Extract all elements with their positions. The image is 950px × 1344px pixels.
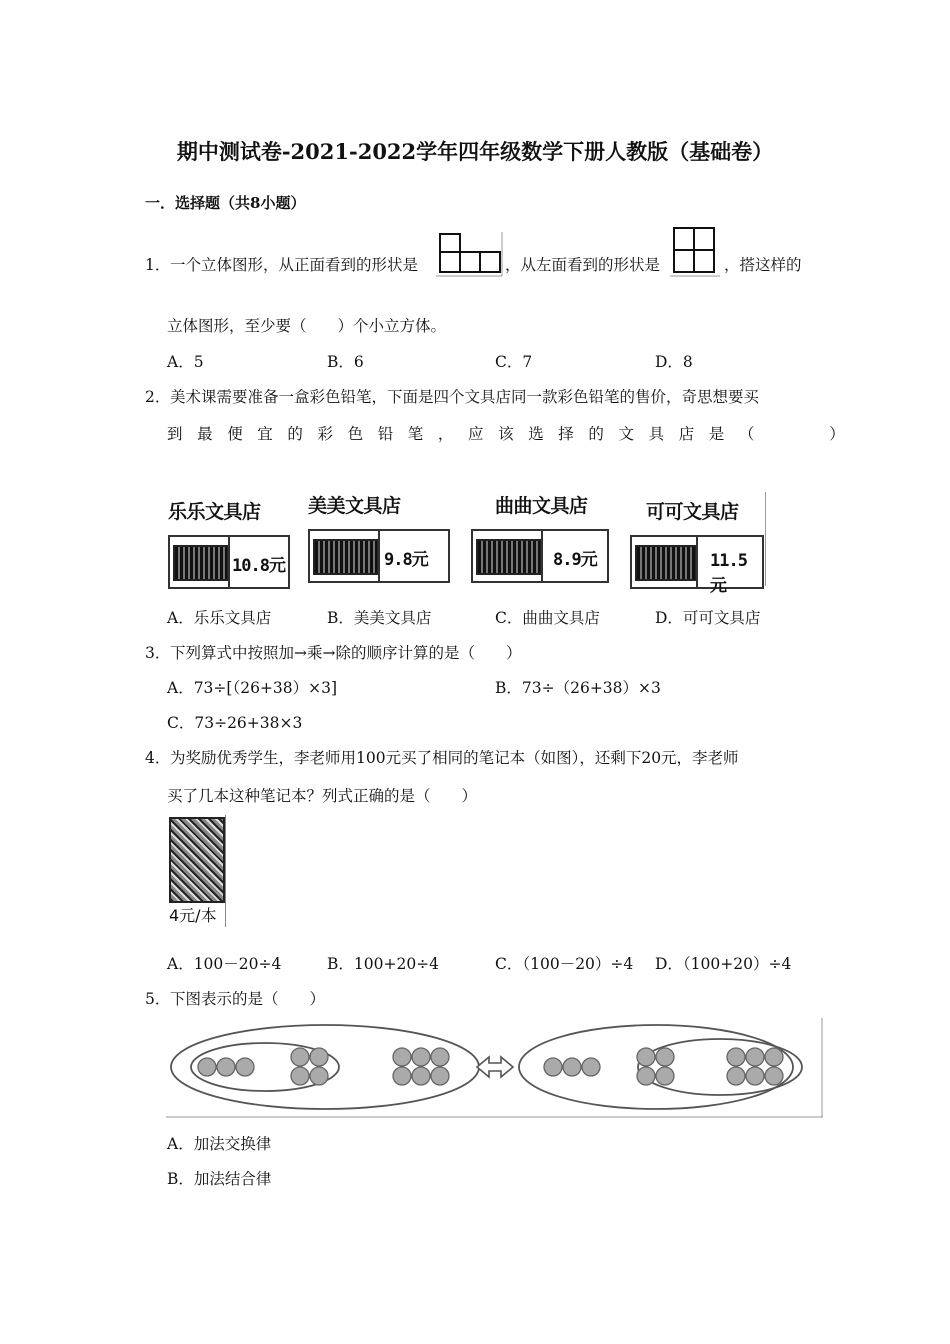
q2-option-a: A．乐乐文具店 — [167, 609, 272, 627]
shop-card — [168, 497, 290, 593]
figure-border — [765, 492, 766, 586]
q3-option-b: B．73÷（26+38）×3 — [495, 679, 661, 697]
q4-line2: 买了几本这种笔记本？列式正确的是（ ） — [167, 787, 478, 805]
shop-card — [471, 491, 597, 587]
q2-line2: 到最便宜的彩色铅笔，应该选择的文具店是（ ） — [167, 425, 860, 443]
q4-option-b: B．100+20÷4 — [327, 955, 440, 973]
q3-text: 下列算式中按照加→乘→除的顺序计算的是（ ） — [170, 644, 522, 662]
pencil-box-image — [313, 539, 379, 575]
front-view-figure — [436, 232, 504, 278]
q4-option-a: A．100－20÷4 — [167, 955, 282, 973]
q1-text-c: ，搭这样的 — [724, 256, 802, 274]
q5-option-b: B．加法结合律 — [167, 1170, 272, 1188]
double-arrow-icon — [477, 1057, 513, 1077]
shop-price: 11.5元 — [710, 551, 747, 596]
q5-text: 下图表示的是（ ） — [170, 990, 326, 1008]
q5-number: 5． — [145, 990, 171, 1008]
q2-number: 2． — [145, 388, 171, 406]
shop-card — [630, 497, 752, 596]
shop-price: 8.9元 — [553, 550, 597, 570]
q1-text-a: 一个立体图形，从正面看到的形状是 — [170, 256, 419, 274]
q1-option-b: B．6 — [327, 353, 364, 371]
q4-option-c: C．（100－20）÷4 — [495, 955, 634, 973]
q2-option-c: C．曲曲文具店 — [495, 609, 600, 627]
q2-line1: 美术课需要准备一盒彩色铅笔，下面是四个文具店同一款彩色铅笔的售价，奇思想要买 — [170, 388, 760, 406]
q2-option-b: B．美美文具店 — [327, 609, 432, 627]
q1-number: 1． — [145, 256, 171, 274]
q1-option-a: A．5 — [167, 353, 204, 371]
pencil-box-image — [635, 545, 697, 581]
q3-number: 3． — [145, 644, 171, 662]
page-title: 期中测试卷-2021-2022学年四年级数学下册人教版（基础卷） — [176, 139, 774, 164]
q1-option-d: D．8 — [655, 353, 693, 371]
shop-name: 曲曲文具店 — [495, 495, 588, 517]
left-view-figure — [670, 226, 722, 278]
shop-price: 10.8元 — [232, 556, 285, 576]
pencil-box-image — [476, 539, 542, 575]
q1-text-b: ，从左面看到的形状是 — [505, 256, 661, 274]
q3-option-c: C．73÷26+38×3 — [167, 714, 303, 732]
notebook-image — [167, 815, 226, 927]
shop-price: 9.8元 — [384, 550, 428, 570]
shop-card — [308, 491, 430, 587]
q1-line2: 立体图形，至少要（ ）个小立方体。 — [167, 317, 447, 335]
q2-option-d: D．可可文具店 — [655, 609, 761, 627]
q4-line1: 为奖励优秀学生，李老师用100元买了相同的笔记本（如图），还剩下20元，李老师 — [170, 749, 739, 767]
q5-option-a: A．加法交换律 — [167, 1135, 272, 1153]
notebook-price: 4元/本 — [169, 906, 217, 925]
q3-option-a: A．73÷[（26+38）×3] — [167, 679, 338, 697]
pencil-box-image — [173, 545, 229, 581]
q4-number: 4． — [145, 749, 171, 767]
q4-option-d: D．（100+20）÷4 — [655, 955, 792, 973]
shop-name: 美美文具店 — [308, 495, 401, 517]
associative-law-diagram — [165, 1017, 825, 1119]
section-heading: 一．选择题（共8小题） — [145, 194, 306, 212]
shop-name: 乐乐文具店 — [168, 501, 261, 523]
shop-name: 可可文具店 — [646, 501, 739, 523]
q1-option-c: C．7 — [495, 353, 533, 371]
